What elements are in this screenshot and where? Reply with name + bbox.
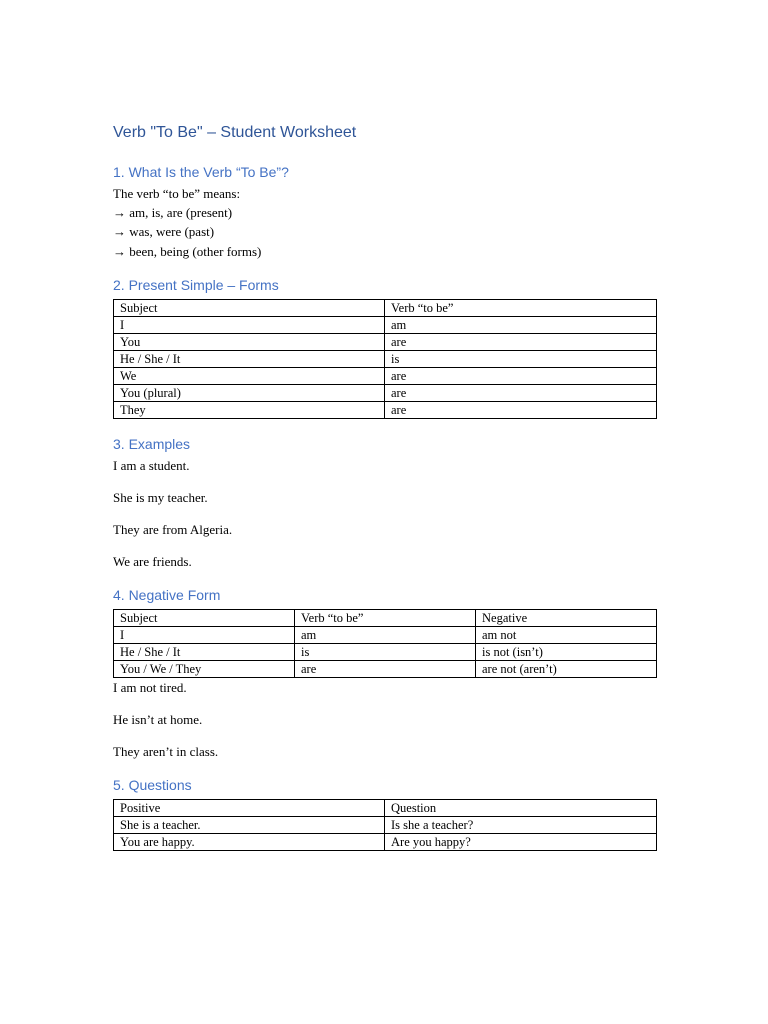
table-cell: We xyxy=(114,368,385,385)
table-row xyxy=(114,834,657,851)
present-forms-table xyxy=(113,299,657,419)
table-cell: are xyxy=(295,661,476,678)
table-header-row xyxy=(114,300,657,317)
table-cell: They xyxy=(114,402,385,419)
section-3-heading: 3. Examples xyxy=(113,436,191,452)
table-cell: She is a teacher. xyxy=(114,817,385,834)
section-1-heading: 1. What Is the Verb “To Be”? xyxy=(113,164,289,180)
table-header-cell: Negative xyxy=(476,610,657,627)
table-cell: Are you happy? xyxy=(385,834,657,851)
table-cell: You / We / They xyxy=(114,661,295,678)
document-title: Verb "To Be" – Student Worksheet xyxy=(113,124,357,141)
table-row xyxy=(114,368,657,385)
table-cell: You are happy. xyxy=(114,834,385,851)
table-row xyxy=(114,317,657,334)
table-header-cell: Verb “to be” xyxy=(385,300,657,317)
section-1-line: The verb “to be” means: xyxy=(113,186,241,201)
section-1-line: → am, is, are (present) xyxy=(113,205,233,220)
table-row xyxy=(114,661,657,678)
table-header-cell: Positive xyxy=(114,800,385,817)
table-cell: is xyxy=(385,351,657,368)
section-4-heading: 4. Negative Form xyxy=(113,587,221,603)
questions-table xyxy=(113,799,657,851)
table-header-cell: Subject xyxy=(114,300,385,317)
negative-example: I am not tired. xyxy=(113,680,187,695)
table-row xyxy=(114,644,657,661)
table-header-cell: Question xyxy=(385,800,657,817)
table-cell: is xyxy=(295,644,476,661)
table-header-row xyxy=(114,610,657,627)
table-cell: am xyxy=(385,317,657,334)
table-cell: am not xyxy=(476,627,657,644)
table-cell: Is she a teacher? xyxy=(385,817,657,834)
table-cell: You (plural) xyxy=(114,385,385,402)
table-header-row xyxy=(114,800,657,817)
example-sentence: They are from Algeria. xyxy=(113,522,233,537)
example-sentence: She is my teacher. xyxy=(113,490,208,505)
section-5-heading: 5. Questions xyxy=(113,777,192,793)
table-cell: He / She / It xyxy=(114,351,385,368)
section-2-heading: 2. Present Simple – Forms xyxy=(113,277,279,293)
table-row xyxy=(114,385,657,402)
table-row xyxy=(114,351,657,368)
section-1-line: → was, were (past) xyxy=(113,224,215,239)
table-cell: are xyxy=(385,334,657,351)
negative-example: They aren’t in class. xyxy=(113,744,219,759)
table-row xyxy=(114,627,657,644)
negative-form-table xyxy=(113,609,657,678)
section-1-line: → been, being (other forms) xyxy=(113,244,262,259)
example-sentence: I am a student. xyxy=(113,458,190,473)
table-cell: is not (isn’t) xyxy=(476,644,657,661)
table-cell: are xyxy=(385,385,657,402)
negative-example: He isn’t at home. xyxy=(113,712,203,727)
table-cell: I xyxy=(114,627,295,644)
table-cell: I xyxy=(114,317,385,334)
table-cell: You xyxy=(114,334,385,351)
table-cell: am xyxy=(295,627,476,644)
table-cell: He / She / It xyxy=(114,644,295,661)
table-cell: are xyxy=(385,368,657,385)
example-sentence: We are friends. xyxy=(113,554,192,569)
table-row xyxy=(114,817,657,834)
table-header-cell: Subject xyxy=(114,610,295,627)
table-header-cell: Verb “to be” xyxy=(295,610,476,627)
table-row xyxy=(114,334,657,351)
table-row xyxy=(114,402,657,419)
table-cell: are not (aren’t) xyxy=(476,661,657,678)
table-cell: are xyxy=(385,402,657,419)
